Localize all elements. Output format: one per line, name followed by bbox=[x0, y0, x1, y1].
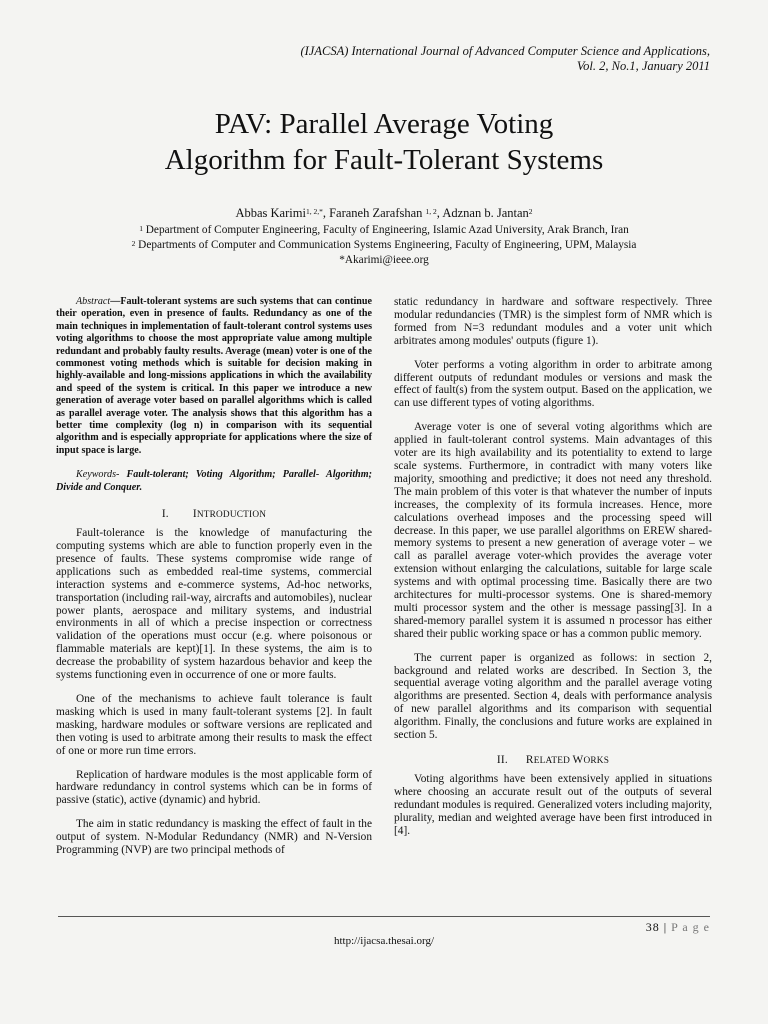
affiliation-text: Department of Computer Engineering, Faculty of Engineering, Islamic Azad University, Arak Branch, Iran bbox=[142, 224, 629, 236]
paper-title bbox=[0, 106, 768, 178]
paragraph: Voter performs a voting algorithm in order to arbitrate among different outputs of redundant modules or versions and mask the effect of fault(s) from the system output. Based on the application, we can use different types of voting algorithms. bbox=[394, 358, 712, 410]
paragraph: Fault-tolerance is the knowledge of manufacturing the computing systems which are able to function properly even in the presence of faults. These systems compromise wide range of applications such as embedded real-time systems, commercial interaction systems and e-commerce systems, Ad-hoc networks, transportation (including rail-way, aircrafts and automobiles), nuclear power plants, aerospace and military systems, and industrial environments in all of which a precise inspection or correctness validation of the operations must occur (e.g. where poisonous or flammable materials are kept)[1]. In these systems, the aim is to decrease the probability of system hazardous behavior and keep the systems functioning even in occurrence of one or more faults. bbox=[56, 527, 372, 682]
affiliation-mark: 2 bbox=[131, 239, 136, 248]
page-separator: | bbox=[659, 920, 672, 934]
journal-name: (IJACSA) International Journal of Advanced Computer Science and Applications, bbox=[300, 44, 710, 58]
section-number: II. bbox=[496, 754, 508, 766]
affiliation-mark: 1 bbox=[139, 224, 143, 233]
section-title-rest: NTRODUCTION bbox=[196, 510, 267, 521]
affiliation-2 bbox=[0, 238, 768, 252]
author-affiliation-mark: 2 bbox=[528, 207, 533, 216]
author-email: *Akarimi@ieee.org bbox=[339, 254, 429, 266]
paragraph: Replication of hardware modules is the most applicable form of hardware redundancy in control systems which can be in forms of passive (static), active (dynamic) and hybrid. bbox=[56, 768, 372, 807]
author-list bbox=[0, 205, 768, 221]
author-name: , Faraneh Zarafshan bbox=[322, 206, 426, 220]
affiliation-1 bbox=[0, 223, 768, 237]
journal-url: http://ijacsa.thesai.org/ bbox=[334, 935, 434, 947]
paragraph: One of the mechanisms to achieve fault tolerance is fault masking which is used in many fault-tolerant systems [2]. In fault masking, hardware modules or software versions are replicated and then voting is used to arbitrate among their results to mask the effect of one or more run time errors. bbox=[56, 692, 372, 757]
journal-header bbox=[190, 44, 710, 74]
journal-volume: Vol. 2, No.1, January 2011 bbox=[576, 59, 710, 73]
title-line-1: PAV: Parallel Average Voting bbox=[214, 108, 554, 140]
affiliation-text: Departments of Computer and Communication Systems Engineering, Faculty of Engineering, UPM, Malaysia bbox=[135, 239, 637, 251]
left-column bbox=[56, 296, 372, 857]
author-affiliation-mark: 1, 2 bbox=[425, 207, 437, 216]
paragraph: Voting algorithms have been extensively applied in situations where choosing an accurate result out of the outputs of several redundant modules is required. Generalized voters including majority, plurality, median and weighted average have been first introduced in [4]. bbox=[394, 773, 712, 837]
author-affiliation-mark: 1, 2,* bbox=[305, 207, 323, 216]
section-title-initial: I bbox=[192, 508, 197, 521]
abstract-text: —Fault-tolerant systems are such systems that can continue their operation, even in presence of faults. Redundancy as one of the main techniques in implementation of fault-tolerant control systems uses voting algorithms to choose the most appropriate value among multiple redundant and probably faulty results. Average (mean) voter is one of the commonest voting methods which is suitable for decision making in highly-available and long-missions applications in which the availability and speed of the system is critical. In this paper we introduce a new generation of average voter based on parallel algorithms which is called as parallel average voter. The analysis shows that this algorithm has a better time complexity (log n) in comparison with its sequential algorithm and is especially appropriate for applications where the size of input space is large. bbox=[56, 296, 372, 456]
keywords bbox=[56, 469, 372, 494]
keywords-text: Fault-tolerant; Voting Algorithm; Parallel- Algorithm; Divide and Conquer. bbox=[56, 469, 372, 493]
section-heading-introduction bbox=[56, 508, 372, 522]
section-title-initial: W bbox=[572, 754, 584, 766]
page-word: P a g e bbox=[671, 920, 710, 934]
keywords-label: Keywords- bbox=[76, 469, 127, 481]
author-name: , Adznan b. Jantan bbox=[436, 206, 529, 220]
abstract-label: Abstract bbox=[76, 296, 111, 307]
paragraph: The current paper is organized as follows: in section 2, background and related works are described. In Section 3, the sequential average voting algorithm and the parallel average voting algorithms are presented. Section 4, deals with performance analysis of new parallel algorithms and its comparison with sequential algorithm. Finally, the conclusions and future works are explained in section 5. bbox=[394, 651, 712, 742]
paragraph: Average voter is one of several voting algorithms which are applied in fault-tolerant control systems. Main advantages of this voter are its high availability and its potentiality to extend to large scale systems. Furthermore, in contradict with many voters like majority, smoothing and predictive; it does not need any threshold. The main problem of this voter is that whatever the number of inputs increases, the complexity of its formula increases. Hence, more calculations overhead imposes and the processing speed will decrease. In this paper, we use parallel algorithms on EREW shared-memory systems to present a new generation of average voter – we call as parallel average voter-which provides the average voter extension without enlarging the calculations, suitable for large scale systems and with optimal processing time. Basically there are two architectures for multi-processor systems. One is shared-memory multi processor system and the other is message passing[3]. In a shared-memory parallel system it is assumed n processor has either shared their public working space or has a common public memory. bbox=[394, 421, 712, 640]
paragraph: The aim in static redundancy is masking the effect of fault in the output of system. N-Modular Redundancy (NMR) and N-Version Programming (NVP) are two principal methods of bbox=[56, 818, 372, 857]
page-number-value: 38 bbox=[645, 920, 660, 934]
section-title-rest: ORKS bbox=[583, 756, 610, 766]
title-line-2: Algorithm for Fault-Tolerant Systems bbox=[164, 144, 604, 176]
paragraph: static redundancy in hardware and software respectively. Three modular redundancies (TMR) is the simplest form of NMR which is formed from N=3 redundant modules and a voter unit which arbitrates among modules' outputs (figure 1). bbox=[394, 296, 712, 347]
section-heading-related-works bbox=[394, 754, 712, 768]
author-name: Abbas Karimi bbox=[235, 206, 306, 220]
footer-divider bbox=[58, 916, 710, 917]
section-title-initial: R bbox=[525, 754, 534, 766]
page-number bbox=[646, 920, 710, 935]
abstract bbox=[56, 296, 372, 457]
section-title-rest: ELATED bbox=[533, 756, 573, 766]
right-column bbox=[394, 296, 712, 838]
section-number: I. bbox=[161, 508, 169, 521]
